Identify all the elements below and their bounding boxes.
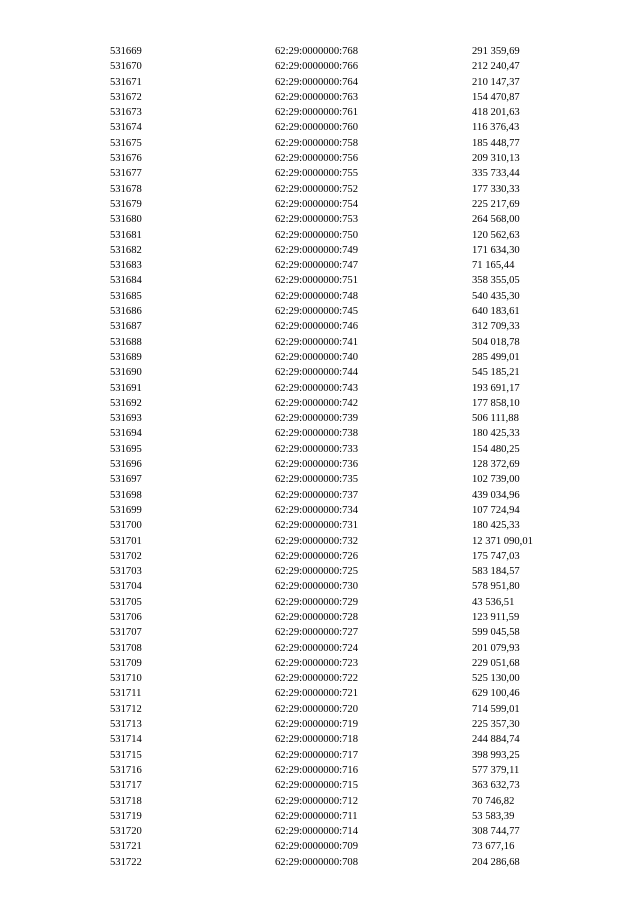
amount-cell: 583 184,57 (472, 566, 520, 578)
table-row (110, 59, 580, 74)
cadastral-number-cell: 62:29:0000000:724 (275, 642, 358, 654)
amount-cell: 504 018,78 (472, 336, 520, 348)
cadastral-number-cell: 62:29:0000000:709 (275, 841, 358, 853)
row-id-cell: 531701 (110, 535, 142, 547)
table-row (110, 304, 580, 319)
row-id-cell: 531674 (110, 122, 142, 134)
table-row (110, 717, 580, 732)
row-id-cell: 531676 (110, 153, 142, 165)
cadastral-number-cell: 62:29:0000000:760 (275, 122, 358, 134)
table-row (110, 686, 580, 701)
table-row (110, 564, 580, 579)
cadastral-number-cell: 62:29:0000000:746 (275, 321, 358, 333)
amount-cell: 577 379,11 (472, 764, 520, 776)
cadastral-number-cell: 62:29:0000000:740 (275, 351, 358, 363)
cadastral-number-cell: 62:29:0000000:715 (275, 780, 358, 792)
cadastral-number-cell: 62:29:0000000:723 (275, 657, 358, 669)
table-row (110, 212, 580, 227)
amount-cell: 73 677,16 (472, 841, 515, 853)
table-row (110, 748, 580, 763)
row-id-cell: 531714 (110, 734, 142, 746)
amount-cell: 102 739,00 (472, 474, 520, 486)
amount-cell: 291 359,69 (472, 46, 520, 57)
row-id-cell: 531709 (110, 657, 142, 669)
row-id-cell: 531677 (110, 168, 142, 180)
row-id-cell: 531719 (110, 810, 142, 822)
row-id-cell: 531683 (110, 260, 142, 272)
table-row (110, 641, 580, 656)
table-row (110, 136, 580, 151)
cadastral-number-cell: 62:29:0000000:739 (275, 413, 358, 425)
cadastral-number-cell: 62:29:0000000:728 (275, 611, 358, 623)
amount-cell: 335 733,44 (472, 168, 520, 180)
row-id-cell: 531695 (110, 443, 142, 455)
cadastral-number-cell: 62:29:0000000:758 (275, 137, 358, 149)
cadastral-number-cell: 62:29:0000000:714 (275, 826, 358, 838)
table-row (110, 120, 580, 135)
cadastral-number-cell: 62:29:0000000:735 (275, 474, 358, 486)
amount-cell: 180 425,33 (472, 520, 520, 532)
amount-cell: 714 599,01 (472, 703, 520, 715)
row-id-cell: 531720 (110, 826, 142, 838)
cadastral-number-cell: 62:29:0000000:731 (275, 520, 358, 532)
row-id-cell: 531716 (110, 764, 142, 776)
cadastral-number-cell: 62:29:0000000:741 (275, 336, 358, 348)
row-id-cell: 531679 (110, 198, 142, 210)
table-row (110, 656, 580, 671)
amount-cell: 210 147,37 (472, 76, 520, 88)
cadastral-number-cell: 62:29:0000000:737 (275, 489, 358, 501)
table-row (110, 671, 580, 686)
table-row (110, 90, 580, 105)
table-row (110, 472, 580, 487)
table-row (110, 197, 580, 212)
amount-cell: 43 536,51 (472, 596, 515, 608)
amount-cell: 154 470,87 (472, 91, 520, 103)
table-row (110, 319, 580, 334)
cadastral-table (110, 44, 580, 870)
row-id-cell: 531696 (110, 459, 142, 471)
row-id-cell: 531694 (110, 428, 142, 440)
table-row (110, 365, 580, 380)
table-row (110, 426, 580, 441)
amount-cell: 177 330,33 (472, 183, 520, 195)
table-row (110, 702, 580, 717)
amount-cell: 71 165,44 (472, 260, 515, 272)
cadastral-number-cell: 62:29:0000000:720 (275, 703, 358, 715)
table-row (110, 243, 580, 258)
cadastral-number-cell: 62:29:0000000:725 (275, 566, 358, 578)
row-id-cell: 531670 (110, 61, 142, 73)
row-id-cell: 531671 (110, 76, 142, 88)
amount-cell: 540 435,30 (472, 290, 520, 302)
table-row (110, 442, 580, 457)
row-id-cell: 531678 (110, 183, 142, 195)
amount-cell: 212 240,47 (472, 61, 520, 73)
amount-cell: 204 286,68 (472, 856, 520, 868)
amount-cell: 599 045,58 (472, 627, 520, 639)
cadastral-number-cell: 62:29:0000000:754 (275, 198, 358, 210)
row-id-cell: 531699 (110, 504, 142, 516)
row-id-cell: 531672 (110, 91, 142, 103)
cadastral-number-cell: 62:29:0000000:755 (275, 168, 358, 180)
cadastral-number-cell: 62:29:0000000:730 (275, 581, 358, 593)
cadastral-number-cell: 62:29:0000000:712 (275, 795, 358, 807)
table-row (110, 595, 580, 610)
row-id-cell: 531669 (110, 46, 142, 57)
cadastral-number-cell: 62:29:0000000:732 (275, 535, 358, 547)
table-row (110, 534, 580, 549)
row-id-cell: 531710 (110, 673, 142, 685)
amount-cell: 123 911,59 (472, 611, 520, 623)
cadastral-number-cell: 62:29:0000000:764 (275, 76, 358, 88)
table-row (110, 488, 580, 503)
cadastral-number-cell: 62:29:0000000:727 (275, 627, 358, 639)
row-id-cell: 531713 (110, 719, 142, 731)
cadastral-number-cell: 62:29:0000000:753 (275, 214, 358, 226)
table-row (110, 549, 580, 564)
amount-cell: 154 480,25 (472, 443, 520, 455)
table-row (110, 579, 580, 594)
cadastral-number-cell: 62:29:0000000:749 (275, 244, 358, 256)
amount-cell: 629 100,46 (472, 688, 520, 700)
row-id-cell: 531711 (110, 688, 142, 700)
amount-cell: 545 185,21 (472, 367, 520, 379)
amount-cell: 285 499,01 (472, 351, 520, 363)
row-id-cell: 531692 (110, 397, 142, 409)
row-id-cell: 531718 (110, 795, 142, 807)
amount-cell: 308 744,77 (472, 826, 520, 838)
amount-cell: 525 130,00 (472, 673, 520, 685)
amount-cell: 180 425,33 (472, 428, 520, 440)
table-row (110, 839, 580, 854)
table-row (110, 396, 580, 411)
table-row (110, 166, 580, 181)
row-id-cell: 531686 (110, 306, 142, 318)
row-id-cell: 531693 (110, 413, 142, 425)
table-row (110, 228, 580, 243)
row-id-cell: 531703 (110, 566, 142, 578)
table-row (110, 381, 580, 396)
row-id-cell: 531704 (110, 581, 142, 593)
row-id-cell: 531700 (110, 520, 142, 532)
row-id-cell: 531717 (110, 780, 142, 792)
amount-cell: 439 034,96 (472, 489, 520, 501)
table-row (110, 794, 580, 809)
cadastral-number-cell: 62:29:0000000:736 (275, 459, 358, 471)
cadastral-number-cell: 62:29:0000000:761 (275, 107, 358, 119)
amount-cell: 70 746,82 (472, 795, 515, 807)
table-row (110, 350, 580, 365)
table-row (110, 518, 580, 533)
amount-cell: 116 376,43 (472, 122, 520, 134)
amount-cell: 209 310,13 (472, 153, 520, 165)
row-id-cell: 531684 (110, 275, 142, 287)
row-id-cell: 531682 (110, 244, 142, 256)
amount-cell: 185 448,77 (472, 137, 520, 149)
amount-cell: 53 583,39 (472, 810, 515, 822)
amount-cell: 177 858,10 (472, 397, 520, 409)
cadastral-number-cell: 62:29:0000000:752 (275, 183, 358, 195)
row-id-cell: 531708 (110, 642, 142, 654)
table-row (110, 335, 580, 350)
row-id-cell: 531689 (110, 351, 142, 363)
table-row (110, 182, 580, 197)
cadastral-number-cell: 62:29:0000000:719 (275, 719, 358, 731)
row-id-cell: 531687 (110, 321, 142, 333)
cadastral-number-cell: 62:29:0000000:738 (275, 428, 358, 440)
cadastral-number-cell: 62:29:0000000:733 (275, 443, 358, 455)
table-row (110, 625, 580, 640)
row-id-cell: 531697 (110, 474, 142, 486)
table-row (110, 411, 580, 426)
amount-cell: 398 993,25 (472, 749, 520, 761)
cadastral-number-cell: 62:29:0000000:716 (275, 764, 358, 776)
row-id-cell: 531712 (110, 703, 142, 715)
row-id-cell: 531721 (110, 841, 142, 853)
cadastral-number-cell: 62:29:0000000:768 (275, 46, 358, 57)
cadastral-number-cell: 62:29:0000000:766 (275, 61, 358, 73)
amount-cell: 264 568,00 (472, 214, 520, 226)
amount-cell: 175 747,03 (472, 550, 520, 562)
row-id-cell: 531702 (110, 550, 142, 562)
cadastral-number-cell: 62:29:0000000:743 (275, 382, 358, 394)
cadastral-number-cell: 62:29:0000000:722 (275, 673, 358, 685)
row-id-cell: 531715 (110, 749, 142, 761)
cadastral-number-cell: 62:29:0000000:711 (275, 810, 358, 822)
amount-cell: 418 201,63 (472, 107, 520, 119)
table-row (110, 105, 580, 120)
row-id-cell: 531691 (110, 382, 142, 394)
table-row (110, 503, 580, 518)
cadastral-number-cell: 62:29:0000000:744 (275, 367, 358, 379)
cadastral-number-cell: 62:29:0000000:729 (275, 596, 358, 608)
row-id-cell: 531707 (110, 627, 142, 639)
table-row (110, 273, 580, 288)
table-row (110, 824, 580, 839)
amount-cell: 578 951,80 (472, 581, 520, 593)
table-row (110, 258, 580, 273)
cadastral-number-cell: 62:29:0000000:718 (275, 734, 358, 746)
cadastral-number-cell: 62:29:0000000:751 (275, 275, 358, 287)
amount-cell: 225 217,69 (472, 198, 520, 210)
row-id-cell: 531681 (110, 229, 142, 241)
cadastral-number-cell: 62:29:0000000:750 (275, 229, 358, 241)
amount-cell: 640 183,61 (472, 306, 520, 318)
cadastral-number-cell: 62:29:0000000:734 (275, 504, 358, 516)
cadastral-number-cell: 62:29:0000000:745 (275, 306, 358, 318)
amount-cell: 312 709,33 (472, 321, 520, 333)
cadastral-number-cell: 62:29:0000000:726 (275, 550, 358, 562)
row-id-cell: 531675 (110, 137, 142, 149)
cadastral-number-cell: 62:29:0000000:763 (275, 91, 358, 103)
amount-cell: 506 111,88 (472, 413, 519, 425)
row-id-cell: 531673 (110, 107, 142, 119)
table-row (110, 855, 580, 870)
amount-cell: 193 691,17 (472, 382, 520, 394)
table-row (110, 75, 580, 90)
row-id-cell: 531705 (110, 596, 142, 608)
amount-cell: 244 884,74 (472, 734, 520, 746)
amount-cell: 12 371 090,01 (472, 535, 533, 547)
cadastral-number-cell: 62:29:0000000:717 (275, 749, 358, 761)
amount-cell: 358 355,05 (472, 275, 520, 287)
amount-cell: 201 079,93 (472, 642, 520, 654)
table-row (110, 289, 580, 304)
amount-cell: 171 634,30 (472, 244, 520, 256)
row-id-cell: 531706 (110, 611, 142, 623)
cadastral-number-cell: 62:29:0000000:721 (275, 688, 358, 700)
table-row (110, 457, 580, 472)
cadastral-number-cell: 62:29:0000000:756 (275, 153, 358, 165)
table-row (110, 610, 580, 625)
row-id-cell: 531685 (110, 290, 142, 302)
amount-cell: 128 372,69 (472, 459, 520, 471)
cadastral-number-cell: 62:29:0000000:748 (275, 290, 358, 302)
table-row (110, 44, 580, 59)
table-row (110, 778, 580, 793)
amount-cell: 120 562,63 (472, 229, 520, 241)
table-row (110, 809, 580, 824)
table-row (110, 732, 580, 747)
amount-cell: 225 357,30 (472, 719, 520, 731)
table-row (110, 151, 580, 166)
row-id-cell: 531680 (110, 214, 142, 226)
row-id-cell: 531698 (110, 489, 142, 501)
table-row (110, 763, 580, 778)
cadastral-number-cell: 62:29:0000000:708 (275, 856, 358, 868)
cadastral-number-cell: 62:29:0000000:742 (275, 397, 358, 409)
amount-cell: 363 632,73 (472, 780, 520, 792)
row-id-cell: 531688 (110, 336, 142, 348)
amount-cell: 107 724,94 (472, 504, 520, 516)
cadastral-number-cell: 62:29:0000000:747 (275, 260, 358, 272)
row-id-cell: 531690 (110, 367, 142, 379)
row-id-cell: 531722 (110, 856, 142, 868)
amount-cell: 229 051,68 (472, 657, 520, 669)
